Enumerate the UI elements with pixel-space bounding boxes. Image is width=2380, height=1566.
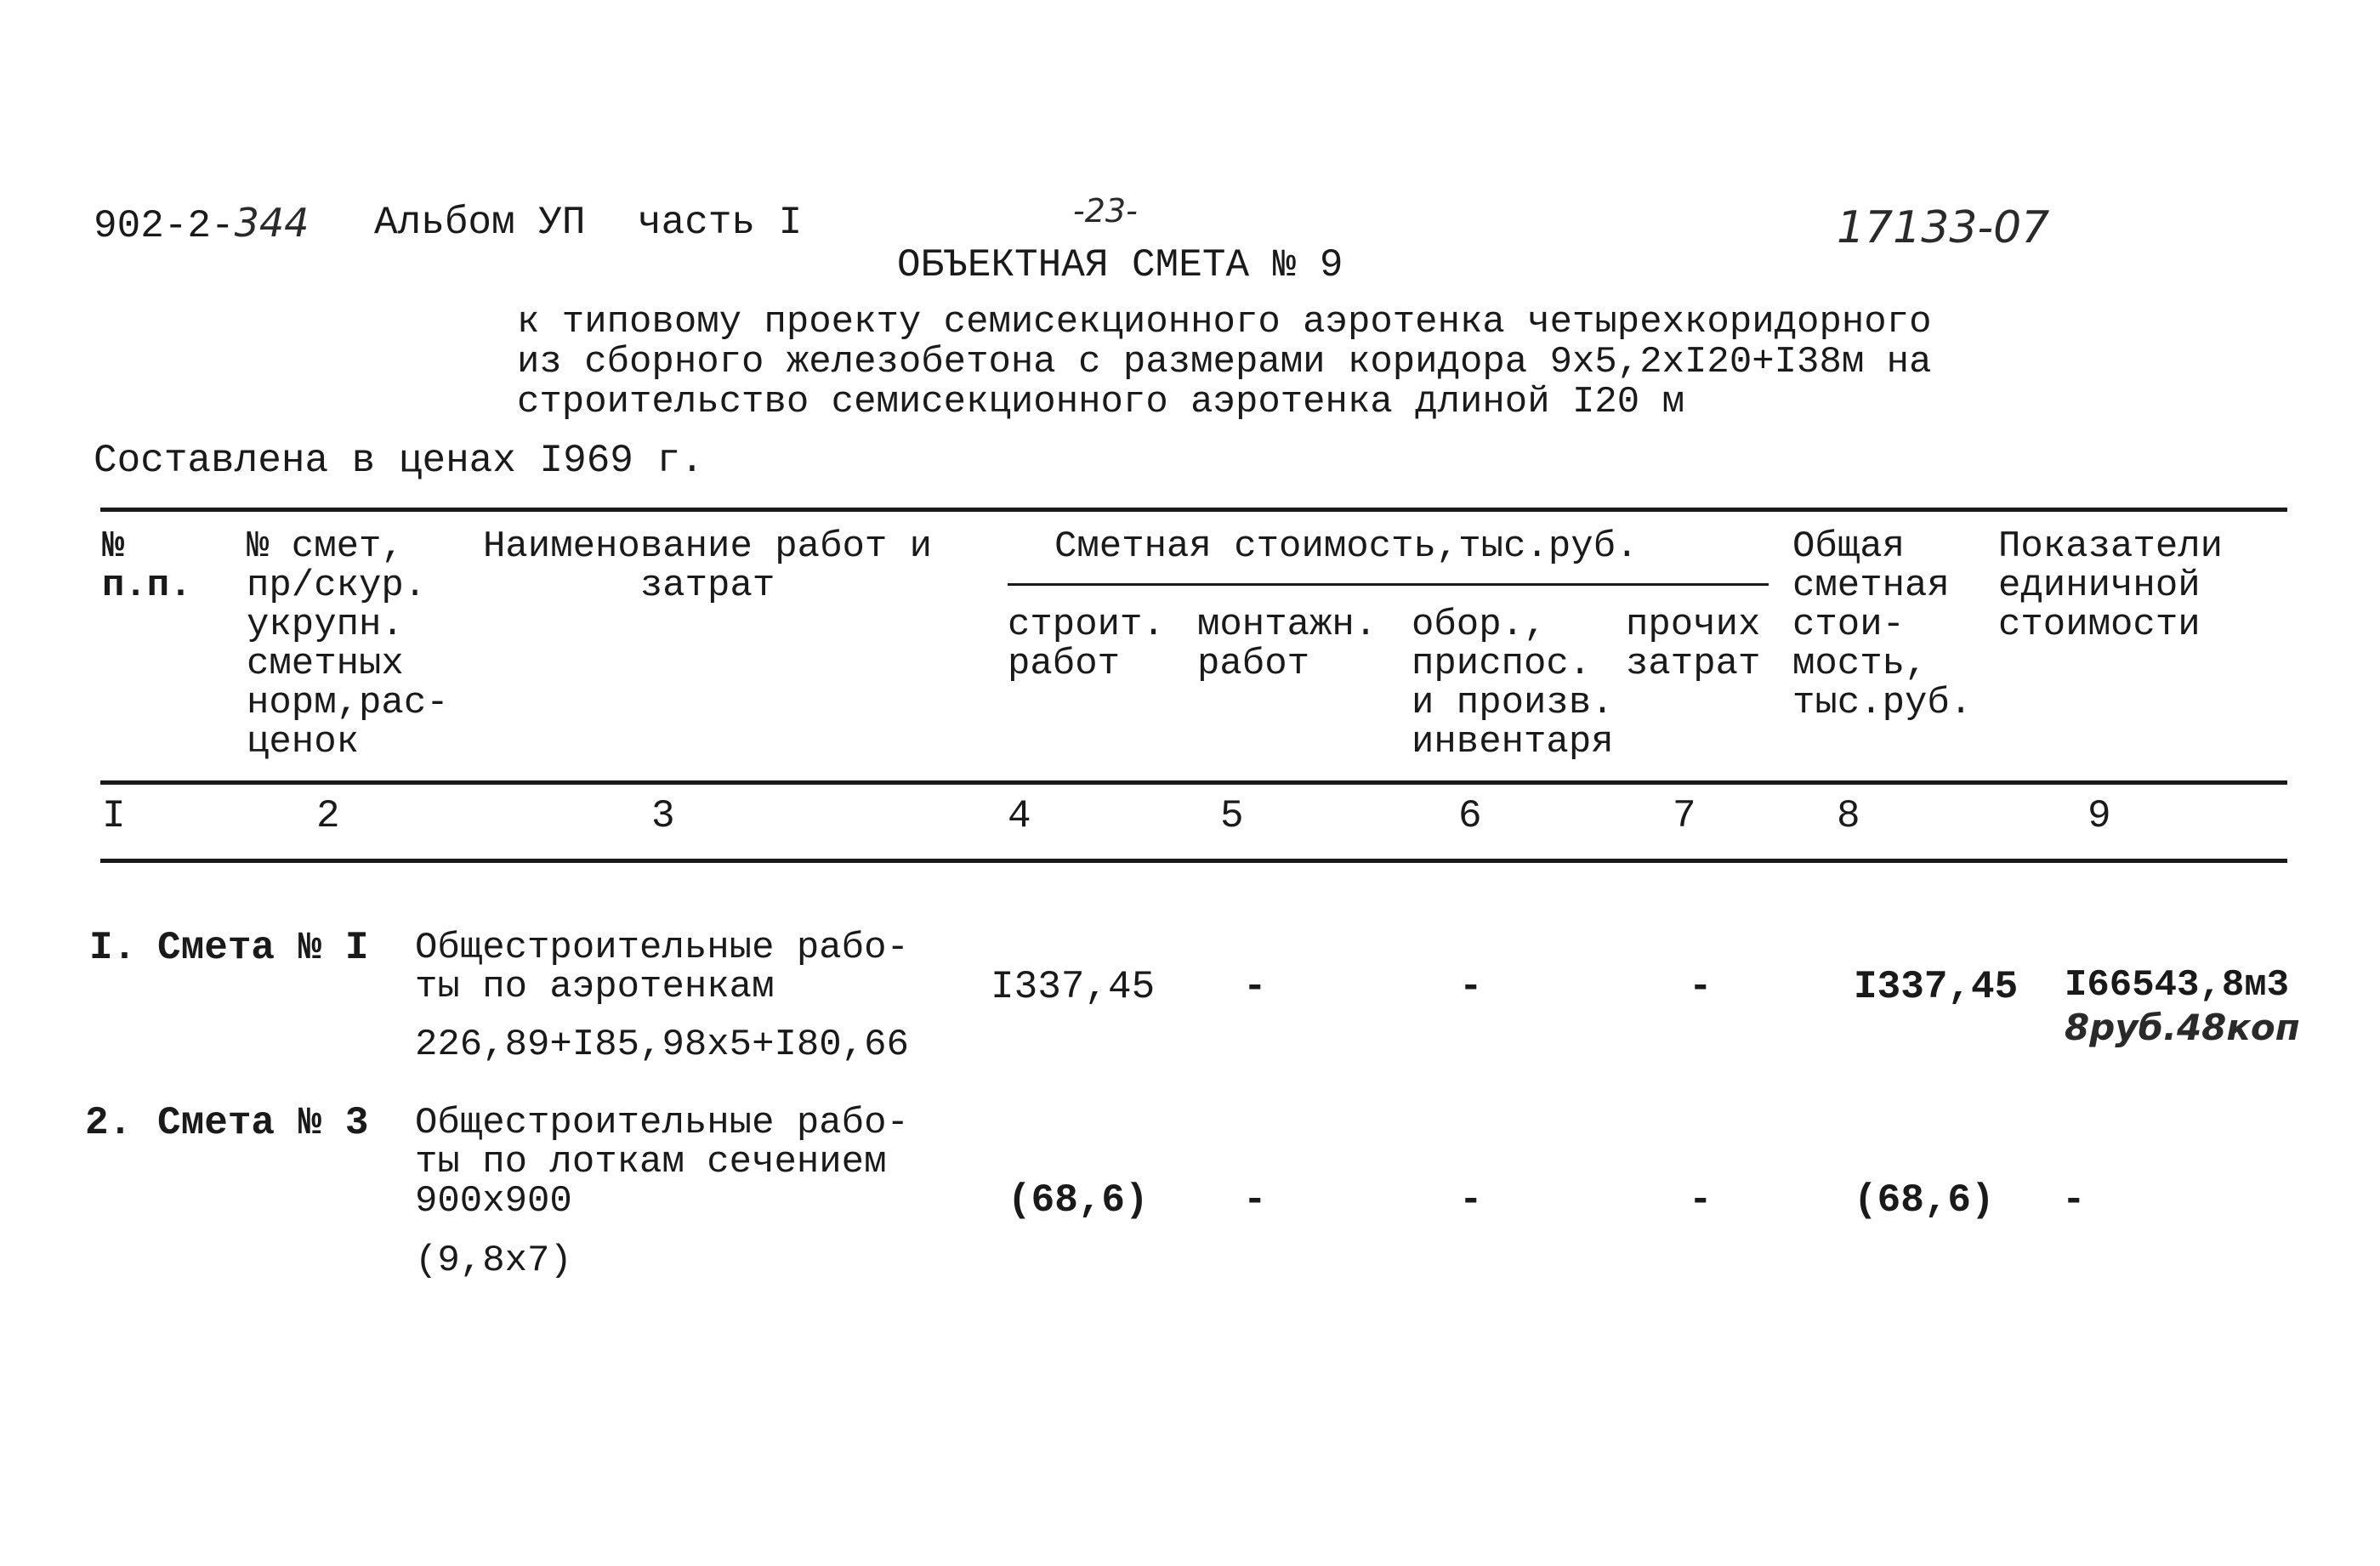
row-number: I. (89, 926, 137, 970)
document-title: ОБЪЕКТНАЯ СМЕТА № 9 (897, 243, 1343, 287)
subtitle-line: к типовому проекту семисекционного аэротенка четырехкоридорного (517, 301, 1932, 343)
page-number: -23- (1073, 192, 1138, 230)
row-unit-cost: I66543,8м3 (2065, 964, 2290, 1007)
subtitle-line: строительство семисекционного аэротенка длиной I20 м (517, 381, 1685, 423)
doc-code (94, 201, 309, 247)
row-construction-cost: I337,45 (991, 965, 1156, 1009)
row-construction-cost: (68,6) (1008, 1178, 1149, 1223)
group-header-rule (1008, 583, 1769, 586)
row-installation-cost: - (1243, 1178, 1267, 1223)
row-number: 2. (85, 1101, 133, 1145)
row-work-name: Общестроительные рабо- ты по аэротенкам (415, 927, 909, 1008)
row-installation-cost: - (1243, 965, 1267, 1009)
column-numbers-rule (100, 859, 2287, 863)
column-number: 3 (651, 794, 675, 838)
row-equipment-cost: - (1459, 965, 1483, 1009)
column-number: 2 (316, 794, 340, 838)
row-equipment-cost: - (1459, 1178, 1483, 1223)
row-estimate: Смета № I (157, 926, 369, 970)
header-bottom-rule (100, 780, 2287, 785)
table-top-rule (100, 508, 2287, 512)
row-total-cost: I337,45 (1854, 965, 2019, 1009)
column-number: 6 (1458, 794, 1482, 838)
column-number: 9 (2087, 794, 2111, 838)
header-col-unit-cost: Показатели единичной стоимости (1998, 525, 2224, 646)
column-number: 8 (1837, 794, 1860, 838)
row-calculation: 226,89+I85,98х5+I80,66 (415, 1024, 909, 1066)
doc-code-suffix: 344 (234, 200, 310, 246)
subtitle-line: из сборного железобетона с размерами коридора 9х5,2хI20+I38м на (517, 341, 1932, 383)
column-number: 5 (1220, 794, 1244, 838)
prices-note: Составлена в ценах I969 г. (94, 439, 704, 483)
column-number: 7 (1673, 794, 1696, 838)
row-unit-cost-handwritten: 8руб.48коп (2065, 1007, 2300, 1048)
row-calculation: (9,8х7) (415, 1240, 572, 1282)
stamp-number: 17133-07 (1837, 202, 2050, 253)
header-group-cost: Сметная стоимость,тыс.руб. (1054, 525, 1639, 568)
row-total-cost: (68,6) (1854, 1178, 1995, 1223)
doc-code-prefix: 902-2- (94, 204, 235, 248)
row-estimate: Смета № 3 (157, 1101, 369, 1145)
part-label: часть I (638, 201, 803, 245)
header-col-total: Общая сметная стои- мость, тыс.руб. (1792, 525, 1973, 724)
header-col-estimate: № смет, пр/скур. укрупн. сметных норм,рас- ценок (247, 525, 449, 763)
header-col-other: прочих затрат (1626, 604, 1761, 685)
row-other-cost: - (1689, 965, 1713, 1009)
header-col-construction: строит. работ (1008, 604, 1165, 685)
album-label: Альбом УП (374, 201, 586, 245)
row-unit-cost: - (2062, 1178, 2086, 1223)
row-other-cost: - (1689, 1178, 1713, 1223)
header-col-name: Наименование работ и затрат (483, 525, 933, 607)
header-col-number: № п.п. (102, 525, 192, 607)
header-col-installation: монтажн. работ (1197, 604, 1377, 685)
column-number: I (102, 794, 126, 838)
header-col-equipment: обор., приспос. и произв. инвентаря (1412, 604, 1614, 763)
column-number: 4 (1008, 794, 1031, 838)
row-work-name: Общестроительные рабо- ты по лоткам сечением 900х900 (415, 1102, 909, 1223)
